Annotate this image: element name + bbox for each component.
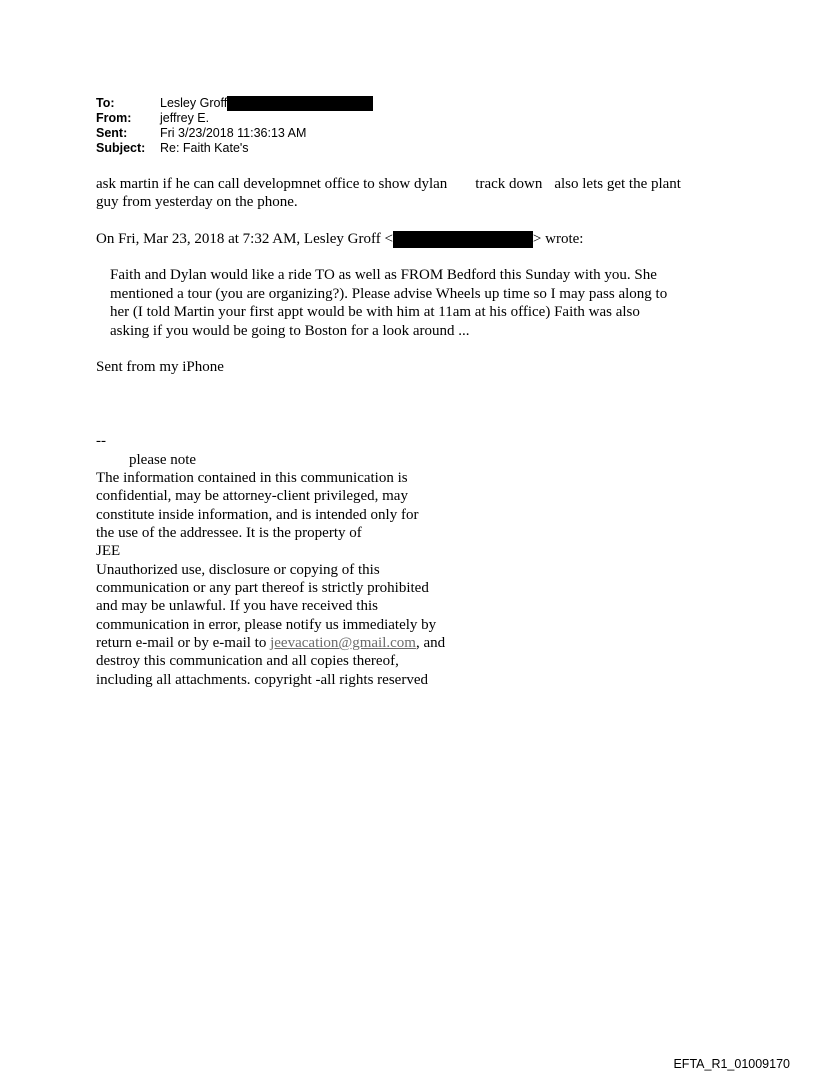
redaction-box (393, 231, 533, 248)
body-line-2: guy from yesterday on the phone. (96, 194, 298, 210)
disclaimer-line: JEE (96, 543, 121, 559)
subject-label: Subject: (96, 141, 146, 155)
from-label: From: (96, 111, 132, 125)
email-header (96, 96, 373, 156)
from-value: jeffrey E. (160, 111, 210, 125)
disclaimer-email-line: return e-mail or by e-mail to jeevacation@gmail.com, and (96, 635, 446, 651)
quote-intro: On Fri, Mar 23, 2018 at 7:32 AM, Lesley Groff < > wrote: (96, 231, 584, 247)
disclaimer-line: and may be unlawful. If you have received this (96, 598, 378, 614)
disclaimer-line: confidential, may be attorney-client privileged, may (96, 488, 408, 504)
disclaimer-line: the use of the addressee. It is the property of (96, 525, 362, 541)
disclaimer-line: destroy this communication and all copies thereof, (96, 653, 399, 669)
body-line-1: ask martin if he can call developmnet office to show dylan track down also lets get the plant (96, 176, 681, 192)
signature: Sent from my iPhone (96, 359, 224, 375)
disclaimer-line: communication in error, please notify us immediately by (96, 617, 437, 633)
to-value: Lesley Groff (160, 96, 228, 110)
header-sent-row (96, 126, 373, 141)
quoted-line: mentioned a tour (you are organizing?). Please advise Wheels up time so I may pass along to (110, 286, 668, 302)
quoted-line: asking if you would be going to Boston for a look around ... (110, 323, 470, 339)
quoted-line: Faith and Dylan would like a ride TO as well as FROM Bedford this Sunday with you. She (110, 267, 657, 283)
email-link[interactable]: jeevacation@gmail.com (270, 635, 416, 651)
disclaimer-line: including all attachments. copyright -all rights reserved (96, 672, 428, 688)
disclaimer-line: Unauthorized use, disclosure or copying of this (96, 562, 380, 578)
document-id: EFTA_R1_01009170 (673, 1057, 790, 1071)
disclaimer-line: constitute inside information, and is intended only for (96, 507, 419, 523)
disclaimer-line: The information contained in this communication is (96, 470, 408, 486)
disclaimer-line: communication or any part thereof is strictly prohibited (96, 580, 429, 596)
sent-label: Sent: (96, 126, 128, 140)
to-label: To: (96, 96, 115, 110)
sent-value: Fri 3/23/2018 11:36:13 AM (160, 126, 307, 140)
header-to-row (96, 96, 373, 111)
please-note: please note (129, 452, 197, 468)
quoted-line: her (I told Martin your first appt would be with him at 11am at his office) Faith was also (110, 304, 640, 320)
header-subject-row (96, 141, 373, 156)
footer-dashes: -- (96, 433, 106, 449)
header-from-row (96, 111, 373, 126)
subject-value: Re: Faith Kate's (160, 141, 249, 155)
redaction-box (227, 96, 373, 111)
